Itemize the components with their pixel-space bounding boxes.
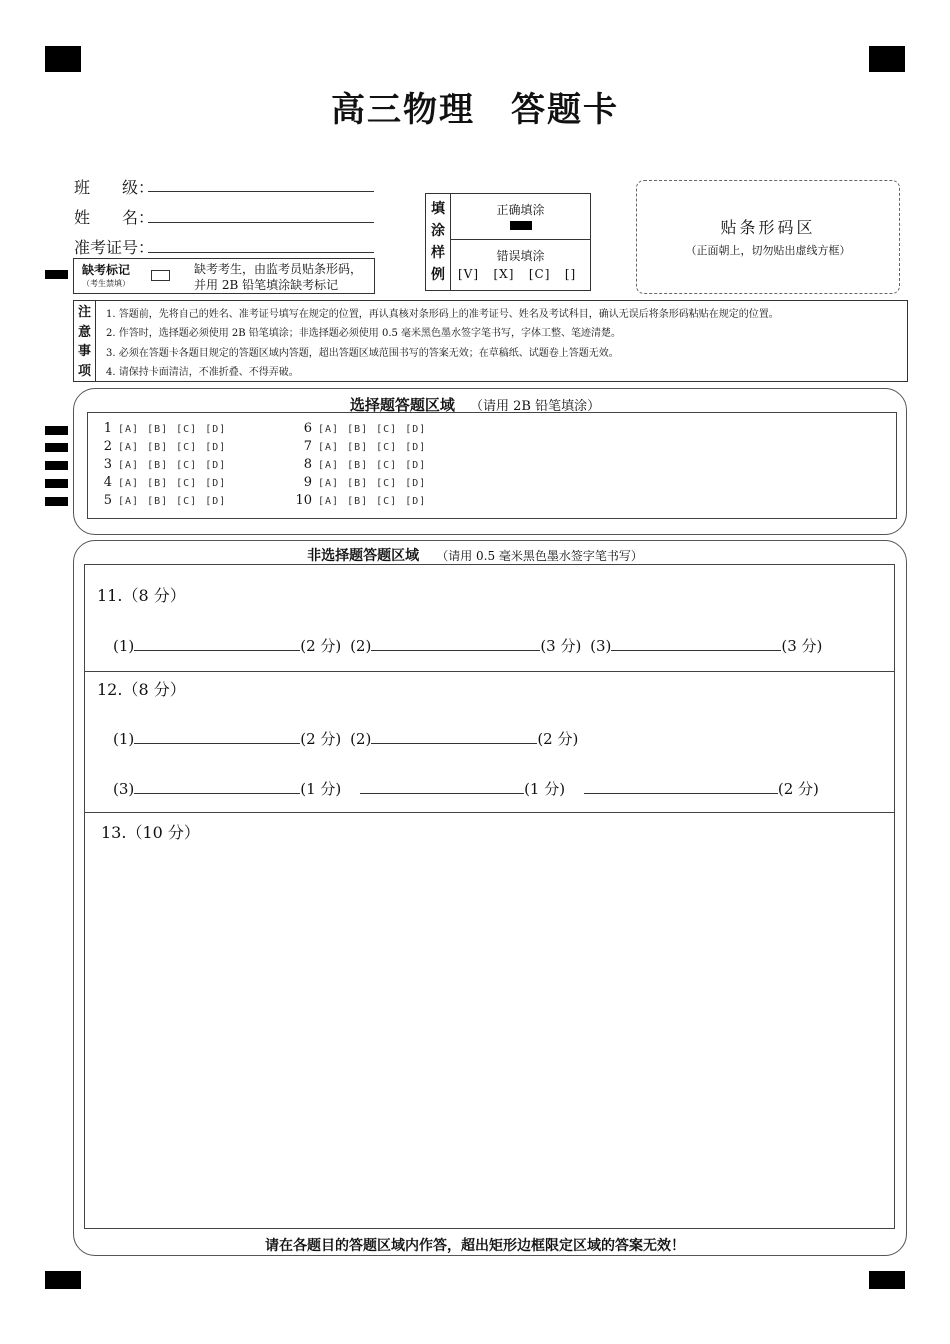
- mc-option-bubble[interactable]: [D]: [205, 424, 227, 435]
- free-heading: [0, 545, 950, 565]
- mc-option-bubble[interactable]: [D]: [205, 496, 227, 507]
- score: (2 分): [777, 780, 819, 798]
- note-item: 1. 答题前，先将自己的姓名、准考证号填写在规定的位置，再认真核对条形码上的准考证号、姓名及考试科目，确认无误后将条形码粘贴在规定的位置。: [106, 309, 779, 320]
- mc-option-bubble[interactable]: [C]: [176, 424, 198, 435]
- mc-question-row: [90, 439, 234, 454]
- barcode-note: （正面朝上，切勿贴出虚线方框）: [685, 244, 851, 257]
- mc-option-bubble[interactable]: [B]: [147, 496, 169, 507]
- answer-blank[interactable]: [584, 779, 778, 794]
- mc-option-bubble[interactable]: [B]: [347, 460, 369, 471]
- side-char: 例: [431, 267, 445, 283]
- side-char: 样: [431, 245, 445, 261]
- answer-blank[interactable]: [134, 636, 300, 651]
- mc-option-bubble[interactable]: [A]: [318, 424, 340, 435]
- wrong-fill-marks: [458, 267, 576, 281]
- mc-option-bubble[interactable]: [D]: [405, 460, 427, 471]
- score: (1 分): [300, 780, 342, 798]
- answer-blank[interactable]: [371, 729, 537, 744]
- corner-mark-bottom-right: [869, 1271, 905, 1289]
- mc-question-number: 10: [295, 493, 312, 508]
- mc-option-bubble[interactable]: [C]: [176, 478, 198, 489]
- note-item: 4. 请保持卡面清洁，不准折叠、不得弄破。: [106, 367, 299, 378]
- timing-mark: [45, 443, 68, 452]
- mc-option-bubble[interactable]: [C]: [376, 442, 398, 453]
- notes-side: [74, 301, 96, 381]
- corner-mark-bottom-left: [45, 1271, 81, 1289]
- mc-option-bubble[interactable]: [D]: [205, 478, 227, 489]
- part-label: (3): [113, 780, 135, 798]
- wrong-mark: [C]: [528, 267, 551, 281]
- part-label: (3): [590, 637, 612, 655]
- q13-box[interactable]: [84, 812, 895, 1229]
- mc-option-bubble[interactable]: [D]: [405, 424, 427, 435]
- mc-option-bubble[interactable]: [D]: [205, 442, 227, 453]
- mc-question-row: [290, 493, 434, 508]
- mc-option-bubble[interactable]: [C]: [176, 496, 198, 507]
- mc-option-bubble[interactable]: [A]: [118, 460, 140, 471]
- score: (3 分): [540, 637, 582, 655]
- part-label: (2): [350, 730, 372, 748]
- free-title: 非选择题答题区域: [307, 548, 420, 564]
- part-label: (1): [113, 730, 135, 748]
- absent-note-2: 并用 2B 铅笔填涂缺考标记: [194, 278, 339, 292]
- part-label: (2): [350, 637, 372, 655]
- mc-option-bubble[interactable]: [A]: [318, 460, 340, 471]
- class-field[interactable]: [148, 190, 374, 192]
- class-label: 班 级：: [74, 178, 155, 197]
- mc-option-bubble[interactable]: [B]: [147, 442, 169, 453]
- mc-option-bubble[interactable]: [D]: [405, 442, 427, 453]
- absent-label: 缺考标记: [82, 263, 131, 277]
- score: (1 分): [524, 780, 566, 798]
- mc-option-bubble[interactable]: [A]: [118, 496, 140, 507]
- wrong-mark: []: [564, 267, 577, 281]
- title-card: 答题卡: [511, 90, 619, 130]
- absent-checkbox[interactable]: [151, 270, 170, 281]
- q11-line: [113, 635, 822, 656]
- mc-question-number: 8: [303, 457, 312, 472]
- free-subtitle: （请用 0.5 毫米黑色墨水签字笔书写）: [436, 549, 643, 563]
- correct-fill-label: 正确填涂: [496, 203, 545, 217]
- mc-option-bubble[interactable]: [D]: [205, 460, 227, 471]
- name-field[interactable]: [148, 221, 374, 223]
- timing-mark: [45, 497, 68, 506]
- answer-blank[interactable]: [371, 636, 540, 651]
- footer-warning: 请在各题目的答题区域内作答，超出矩形边框限定区域的答案无效！: [265, 1238, 685, 1254]
- mc-question-number: 4: [103, 475, 112, 490]
- divider: [451, 239, 590, 240]
- side-char: 意: [77, 324, 91, 340]
- score: (2 分): [300, 730, 342, 748]
- fill-sample-box: [425, 193, 591, 291]
- absent-sublabel: （考生禁填）: [82, 279, 130, 288]
- mc-option-bubble[interactable]: [A]: [318, 496, 340, 507]
- q11-title: 11.（8 分）: [97, 586, 186, 605]
- timing-mark: [45, 479, 68, 488]
- mc-option-bubble[interactable]: [B]: [347, 478, 369, 489]
- mc-question-row: [90, 421, 234, 436]
- side-char: 涂: [431, 223, 445, 239]
- corner-mark-top-left: [45, 46, 81, 72]
- mc-option-bubble[interactable]: [C]: [176, 442, 198, 453]
- timing-mark: [45, 426, 68, 435]
- mc-question-number: 6: [303, 421, 312, 436]
- mc-option-bubble[interactable]: [A]: [118, 442, 140, 453]
- timing-mark: [45, 270, 68, 279]
- mc-option-bubble[interactable]: [C]: [376, 460, 398, 471]
- score: (3 分): [781, 637, 823, 655]
- mc-option-bubble[interactable]: [B]: [147, 460, 169, 471]
- exam-no-label: 准考证号：: [74, 238, 155, 257]
- q12-line-2: [113, 778, 819, 799]
- mc-option-bubble[interactable]: [B]: [347, 496, 369, 507]
- part-label: (1): [113, 637, 135, 655]
- q12-title: 12.（8 分）: [97, 680, 186, 699]
- mc-option-bubble[interactable]: [A]: [318, 478, 340, 489]
- notes-box: [73, 300, 908, 382]
- barcode-title: 贴条形码区: [720, 218, 816, 237]
- mc-option-bubble[interactable]: [A]: [318, 442, 340, 453]
- exam-no-field[interactable]: [148, 251, 374, 253]
- absent-mark-box: [73, 258, 375, 294]
- mc-question-row: [90, 475, 234, 490]
- side-char: 注: [77, 305, 91, 320]
- title-subject: 高三物理: [331, 90, 475, 130]
- mc-option-bubble[interactable]: [A]: [118, 424, 140, 435]
- mc-question-row: [290, 421, 434, 436]
- wrong-fill-label: 错误填涂: [496, 249, 545, 263]
- wrong-mark: [X]: [493, 267, 515, 281]
- timing-mark: [45, 461, 68, 470]
- wrong-mark: [V]: [458, 267, 480, 281]
- mc-option-bubble[interactable]: [C]: [376, 496, 398, 507]
- mc-option-bubble[interactable]: [B]: [347, 442, 369, 453]
- page-title: [0, 82, 950, 131]
- fill-sample-side: [426, 194, 451, 290]
- mc-question-number: 2: [103, 439, 112, 454]
- absent-note-1: 缺考考生，由监考员贴条形码，: [194, 262, 363, 276]
- mc-option-bubble[interactable]: [B]: [147, 424, 169, 435]
- mc-option-bubble[interactable]: [D]: [405, 478, 427, 489]
- mc-option-bubble[interactable]: [C]: [376, 424, 398, 435]
- answer-blank[interactable]: [360, 779, 524, 794]
- correct-fill-mark: [510, 221, 532, 230]
- mc-option-bubble[interactable]: [A]: [118, 478, 140, 489]
- mc-title: 选择题答题区域: [349, 396, 455, 414]
- mc-question-row: [290, 475, 434, 490]
- answer-blank[interactable]: [611, 636, 781, 651]
- score: (2 分): [537, 730, 579, 748]
- mc-question-number: 1: [103, 421, 112, 436]
- score: (2 分): [300, 637, 342, 655]
- note-item: 2. 作答时，选择题必须使用 2B 铅笔填涂；非选择题必须使用 0.5 毫米黑色墨水签字笔书写，字体工整、笔迹清楚。: [106, 328, 622, 339]
- mc-question-row: [90, 457, 234, 472]
- mc-option-bubble[interactable]: [B]: [347, 424, 369, 435]
- mc-option-bubble[interactable]: [D]: [405, 496, 427, 507]
- q12-line-1: [113, 728, 578, 749]
- mc-subtitle: （请用 2B 铅笔填涂）: [470, 399, 601, 414]
- mc-question-row: [290, 439, 434, 454]
- mc-question-row: [90, 493, 234, 508]
- answer-blank[interactable]: [134, 729, 300, 744]
- mc-question-row: [290, 457, 434, 472]
- mc-option-bubble[interactable]: [C]: [176, 460, 198, 471]
- mc-question-number: 5: [103, 493, 112, 508]
- corner-mark-top-right: [869, 46, 905, 72]
- name-label: 姓 名：: [74, 208, 155, 227]
- side-char: 事: [77, 344, 91, 359]
- mc-question-number: 7: [303, 439, 312, 454]
- q13-title: 13.（10 分）: [101, 823, 200, 842]
- mc-question-number: 9: [303, 475, 312, 490]
- answer-blank[interactable]: [134, 779, 300, 794]
- barcode-area[interactable]: [636, 180, 900, 294]
- mc-option-bubble[interactable]: [B]: [147, 478, 169, 489]
- note-item: 3. 必须在答题卡各题目规定的答题区域内答题，超出答题区域范围书写的答案无效；在草稿纸、试题卷上答题无效。: [106, 348, 619, 359]
- side-char: 项: [77, 363, 91, 379]
- mc-option-bubble[interactable]: [C]: [376, 478, 398, 489]
- mc-question-number: 3: [103, 457, 112, 472]
- side-char: 填: [431, 201, 445, 217]
